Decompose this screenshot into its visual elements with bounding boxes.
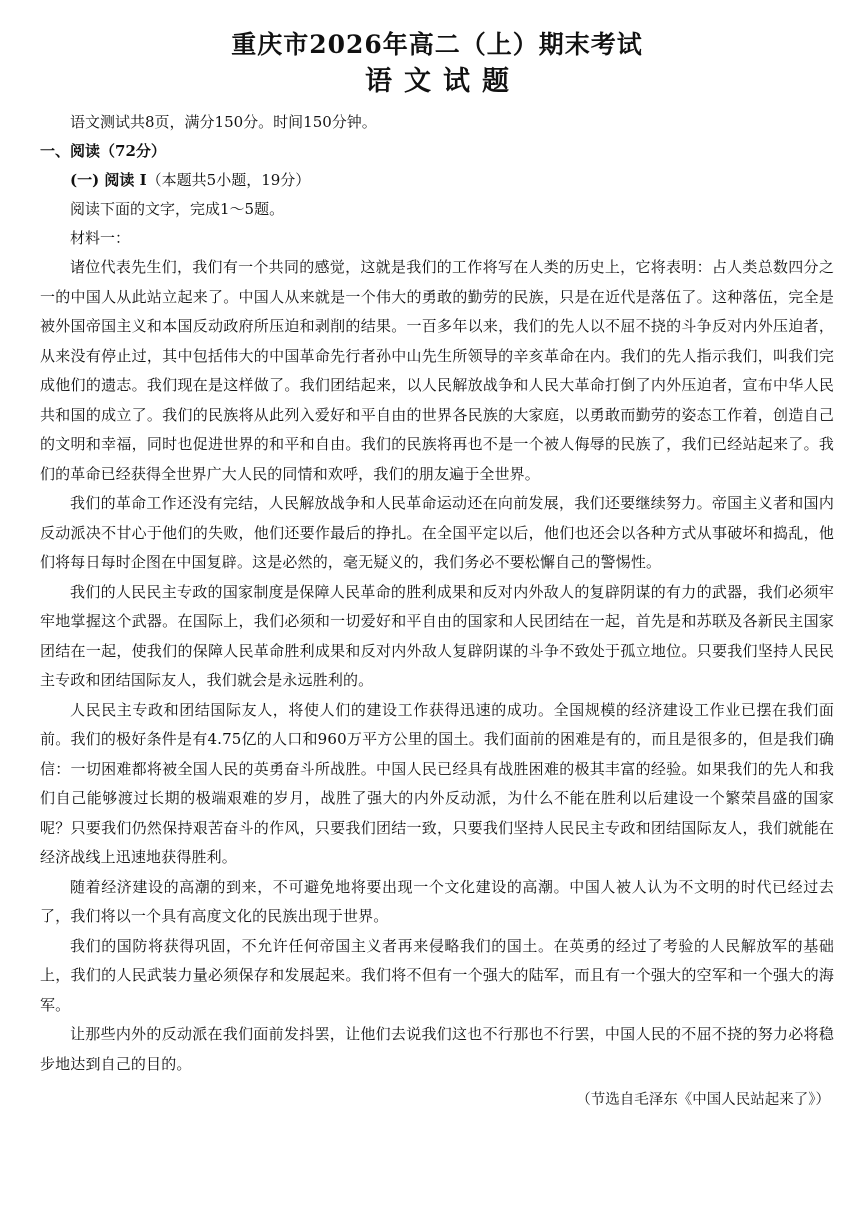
- subsection-label: (一) 阅读 I: [70, 171, 147, 189]
- passage-paragraph-3: 我们的人民民主专政的国家制度是保障人民革命的胜利成果和反对内外敌人的复辟阴谋的有力的武器，我们必须牢牢地掌握这个武器。在国际上，我们必须和一切爱好和平自由的国家和人民团结在一起，首先是和苏联及各新民主国家团结在一起，使我们的保障人民革命胜利成果和反对内外敌人复辟阴谋的斗争不致处于孤立地位。只要我们坚持人民民主专政和团结国际友人，我们就会是永远胜利的。: [40, 582, 834, 689]
- passage-paragraph-7: 让那些内外的反动派在我们面前发抖罢，让他们去说我们这也不行那也不行罢，中国人民的不屈不挠的努力必将稳步地达到自己的目的。: [40, 1025, 834, 1073]
- subsection-detail: （本题共5小题，19分）: [146, 171, 311, 189]
- passage-paragraph-1: 诸位代表先生们，我们有一个共同的感觉，这就是我们的工作将写在人类的历史上，它将表明：占人类总数四分之一的中国人从此站立起来了。中国人从来就是一个伟大的勇敢的勤劳的民族，只是在近代是落伍了。这种落伍，完全是被外国帝国主义和本国反动政府所压迫和剥削的结果。一百多年以来，我们的先人以不屈不挠的斗争反对内外压迫者，从来没有停止过，其中包括伟大的中国革命先行者孙中山先生所领导的辛亥革命在内。我们的先人指示我们，叫我们完成他们的遗志。我们现在是这样做了。我们团结起来，以人民解放战争和人民大革命打倒了内外压迫者，宣布中华人民共和国的成立了。我们的民族将从此列入爱好和平自由的世界各民族的大家庭，以勇敢而勤劳的姿态工作着，创造自己的文明和幸福，同时也促进世界的和平和自由。我们的民族将再也不是一个被人侮辱的民族了，我们已经站起来了。我们的革命已经获得全世界广大人民的同情和欢呼，我们的朋友遍于全世界。: [40, 258, 834, 483]
- passage-paragraph-2: 我们的革命工作还没有完结，人民解放战争和人民革命运动还在向前发展，我们还要继续努力。帝国主义者和国内反动派决不甘心于他们的失败，他们还要作最后的挣扎。在全国平定以后，他们也还会以各种方式从事破坏和捣乱，他们将每日每时企图在中国复辟。这是必然的，毫无疑义的，我们务必不要松懈自己的警惕性。: [40, 494, 834, 571]
- subject-title: 语文试题: [365, 66, 521, 97]
- passage-paragraph-4: 人民民主专政和团结国际友人，将使人们的建设工作获得迅速的成功。全国规模的经济建设工作业已摆在我们面前。我们的极好条件是有4.75亿的人口和960万平方公里的国土。我们面前的困难是有的，而且是很多的，但是我们确信：一切困难都将被全国人民的英勇奋斗所战胜。中国人民已经具有战胜困难的极其丰富的经验。如果我们的先人和我们自己能够渡过长期的极端艰难的岁月，战胜了强大的内外反动派，为什么不能在胜利以后建设一个繁荣昌盛的国家呢？只要我们仍然保持艰苦奋斗的作风，只要我们团结一致，只要我们坚持人民民主专政和团结国际友人，我们就能在经济战线上迅速地获得胜利。: [40, 700, 834, 866]
- passage-paragraph-6: 我们的国防将获得巩固，不允许任何帝国主义者再来侵略我们的国土。在英勇的经过了考验的人民解放军的基础上，我们的人民武装力量必须保存和发展起来。我们将不但有一个强大的陆军，而且有一个强大的空军和一个强大的海军。: [40, 936, 834, 1014]
- exam-title: 重庆市2026年高二（上）期末考试: [231, 30, 643, 59]
- reading-passage: [40, 253, 834, 1079]
- passage-source: （节选自毛泽东《中国人民站起来了》）: [576, 1092, 830, 1108]
- section-heading-reading: 一、阅读（72分）: [40, 142, 166, 160]
- passage-paragraph-5: 随着经济建设的高潮的到来，不可避免地将要出现一个文化建设的高潮。中国人被人认为不文明的时代已经过去了，我们将以一个具有高度文化的民族出现于世界。: [40, 877, 834, 925]
- reading-instruction: 阅读下面的文字，完成1～5题。: [70, 200, 285, 218]
- exam-intro: 语文测试共8页，满分150分。时间150分钟。: [70, 113, 377, 131]
- material-label: 材料一：: [70, 229, 131, 247]
- subsection-heading-reading-1: [40, 166, 834, 195]
